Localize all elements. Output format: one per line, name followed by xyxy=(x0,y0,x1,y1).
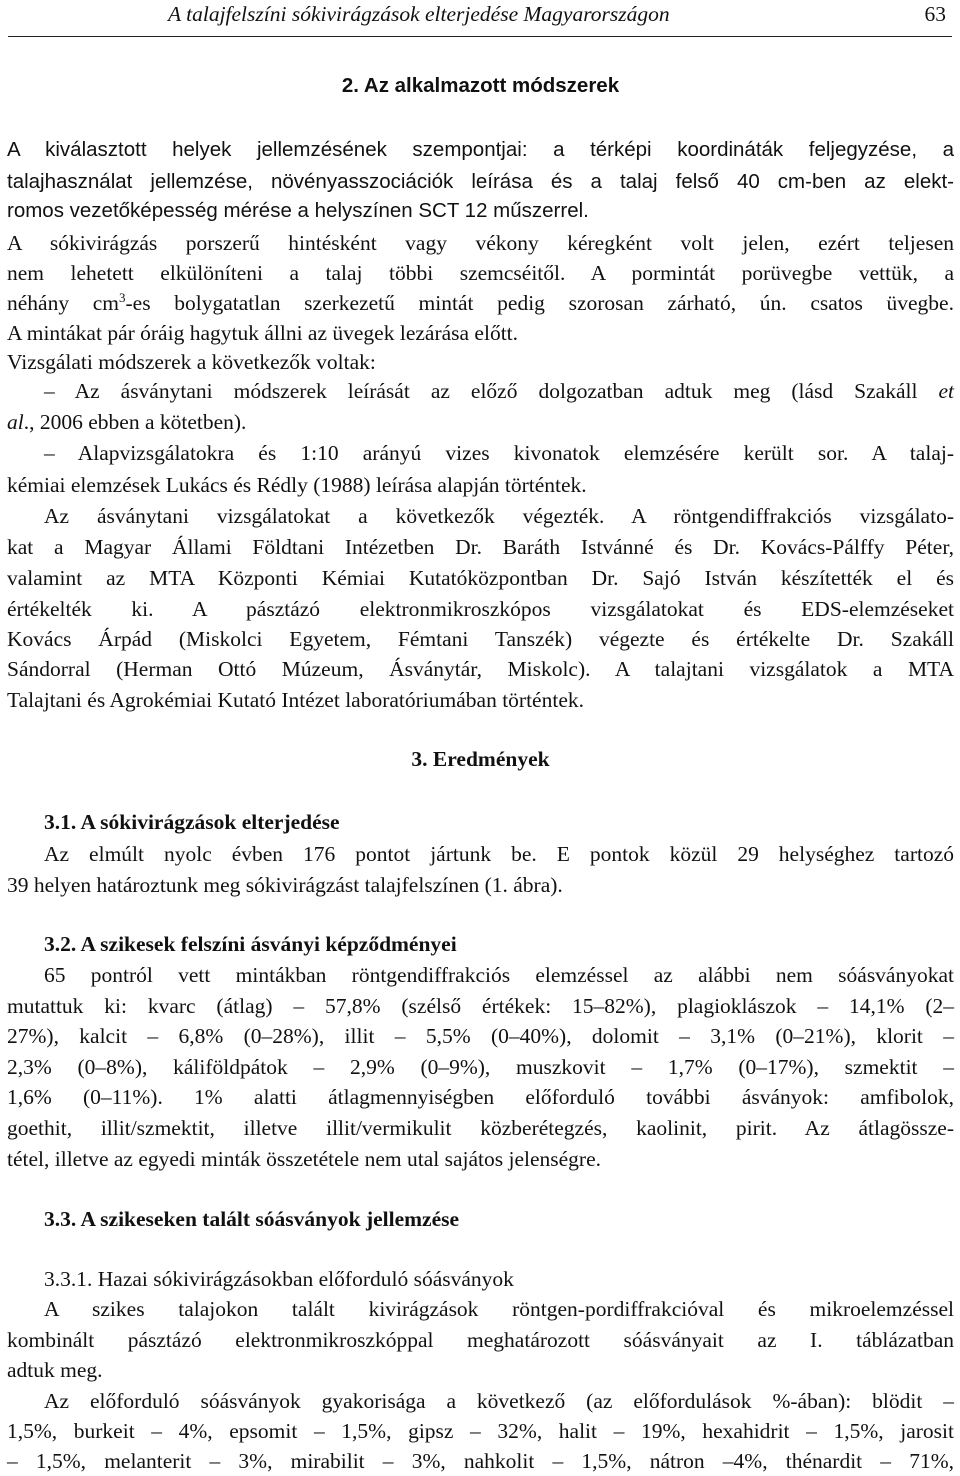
paragraph-line: Sándorral (Herman Ottó Múzeum, Ásványtár, Miskolc). A talajtani vizsgálatok a MTA xyxy=(7,657,954,681)
paragraph-line: Az elmúlt nyolc évben 176 pontot jártunk be. E pontok közül 29 helységhez tartozó xyxy=(44,842,954,866)
running-header xyxy=(8,0,952,37)
paragraph-line: kat a Magyar Állami Földtani Intézetben Dr. Baráth Istvánné és Dr. Kovács-Pálffy Péter, xyxy=(7,535,954,559)
paragraph-line: valamint az MTA Központi Kémiai Kutatóközpontban Dr. Sajó István készítették el és xyxy=(7,566,954,590)
paragraph-line: Talajtani és Agrokémiai Kutató Intézet laboratóriumában történtek. xyxy=(7,688,584,712)
line-prefix: néhány cm xyxy=(7,291,120,315)
page-number: 63 xyxy=(924,2,946,26)
subsubsection-heading: 3.3.1. Hazai sókivirágzásokban előforduló sóásványok xyxy=(44,1267,514,1291)
paragraph-line: A sókivirágzás porszerű hintésként vagy vékony kéregként volt jelen, ezért teljesen xyxy=(7,231,954,255)
paragraph-line: romos vezetőképesség mérése a helyszínen SCT 12 műszerrel. xyxy=(7,199,589,222)
running-title: A talajfelszíni sókivirágzások elterjedése Magyarországon xyxy=(168,2,670,26)
paragraph-line: Az előforduló sóásványok gyakorisága a következő (az előfordulások %-ában): blödit – xyxy=(44,1389,954,1413)
list-item-line xyxy=(7,409,954,435)
paragraph-line: mutattuk ki: kvarc (átlag) – 57,8% (szélső értékek: 15–82%), plagioklászok – 14,1% (2– xyxy=(7,994,954,1018)
paragraph-line: Kovács Árpád (Miskolci Egyetem, Fémtani Tanszék) végezte és értékelte Dr. Szakáll xyxy=(7,627,954,651)
paragraph-line: 1,5%, burkeit – 4%, epsomit – 1,5%, gipsz – 32%, halit – 19%, hexahidrit – 1,5%, jarosit xyxy=(7,1419,954,1443)
paragraph-line: talajhasználat jellemzése, növényasszociációk leírása és a talaj felső 40 cm-ben az elekt- xyxy=(7,170,954,193)
paragraph-line: nem lehetett elkülöníteni a talaj többi szemcséitől. A pormintát porüvegbe vettük, a xyxy=(7,261,954,285)
paragraph-line: 2,3% (0–8%), káliföldpátok – 2,9% (0–9%), muszkovit – 1,7% (0–17%), szmektit – xyxy=(7,1055,954,1079)
paragraph-line: 65 pontról vett mintákban röntgendiffrakciós elemzéssel az alábbi nem sóásványokat xyxy=(44,963,954,987)
paragraph-line: 27%), kalcit – 6,8% (0–28%), illit – 5,5% (0–40%), dolomit – 3,1% (0–21%), klorit – xyxy=(7,1024,954,1048)
line-rest: -es bolygatatlan szerkezetű mintát pedig szorosan zárható, ún. csatos üvegbe. xyxy=(125,291,954,315)
subsection-heading: 3.3. A szikeseken talált sóásványok jellemzése xyxy=(44,1207,460,1231)
paragraph-line: 39 helyen határoztunk meg sókivirágzást talajfelszínen (1. ábra). xyxy=(7,873,563,897)
paragraph-line: Vizsgálati módszerek a következők voltak: xyxy=(7,350,376,374)
paragraph-line: Az ásványtani vizsgálatokat a következők végezték. A röntgendiffrakciós vizsgálato- xyxy=(44,504,954,528)
paragraph-line xyxy=(7,290,954,316)
paragraph-line: – 1,5%, melanterit – 3%, mirabilit – 3%, nahkolit – 1,5%, nátron –4%, thénardit – 71%, xyxy=(7,1449,954,1473)
paragraph-line: kombinált pásztázó elektronmikroszkóppal meghatározott sóásványait az I. táblázatban xyxy=(7,1328,954,1352)
italic-text: al xyxy=(7,410,24,434)
subsection-heading: 3.2. A szikesek felszíni ásványi képződményei xyxy=(44,932,457,956)
subsection-heading: 3.1. A sókivirágzások elterjedése xyxy=(44,810,340,834)
paragraph-line: A szikes talajokon talált kivirágzások röntgen-pordiffrakcióval és mikroelemzéssel xyxy=(44,1297,954,1321)
list-item-line: kémiai elemzések Lukács és Rédly (1988) leírása alapján történtek. xyxy=(7,473,587,497)
italic-text: et xyxy=(938,379,955,403)
section-heading: 2. Az alkalmazott módszerek xyxy=(341,74,620,97)
paragraph-line: adtuk meg. xyxy=(7,1358,103,1382)
paragraph-line: 1,6% (0–11%). 1% alatti átlagmennyiségben előforduló további ásványok: amfibolok, xyxy=(7,1085,954,1109)
list-item-line: – Alapvizsgálatokra és 1:10 arányú vizes kivonatok elemzésére került sor. A talaj- xyxy=(44,441,954,465)
section-heading: 3. Eredmények xyxy=(411,747,550,771)
paragraph-line: tétel, illetve az egyedi minták összetétele nem utal sajátos jelenségre. xyxy=(7,1147,602,1171)
list-text: – Az ásványtani módszerek leírását az előző dolgozatban adtuk meg (lásd Szakáll xyxy=(44,379,918,403)
paragraph-line: A mintákat pár óráig hagytuk állni az üvegek lezárása előtt. xyxy=(7,321,519,345)
list-text: ., 2006 ebben a kötetben). xyxy=(23,410,247,434)
paragraph-line: goethit, illit/szmektit, illetve illit/vermikulit közberétegzés, kaolinit, pirit. Az átlagössze- xyxy=(7,1116,954,1140)
paragraph-line: A kiválasztott helyek jellemzésének szempontjai: a térképi koordináták feljegyzése, a xyxy=(7,138,954,161)
list-item-line xyxy=(44,378,954,404)
paragraph-line: értékelték ki. A pásztázó elektronmikroszkópos vizsgálatokat és EDS-elemzéseket xyxy=(7,597,954,621)
superscript: 3 xyxy=(119,289,126,305)
